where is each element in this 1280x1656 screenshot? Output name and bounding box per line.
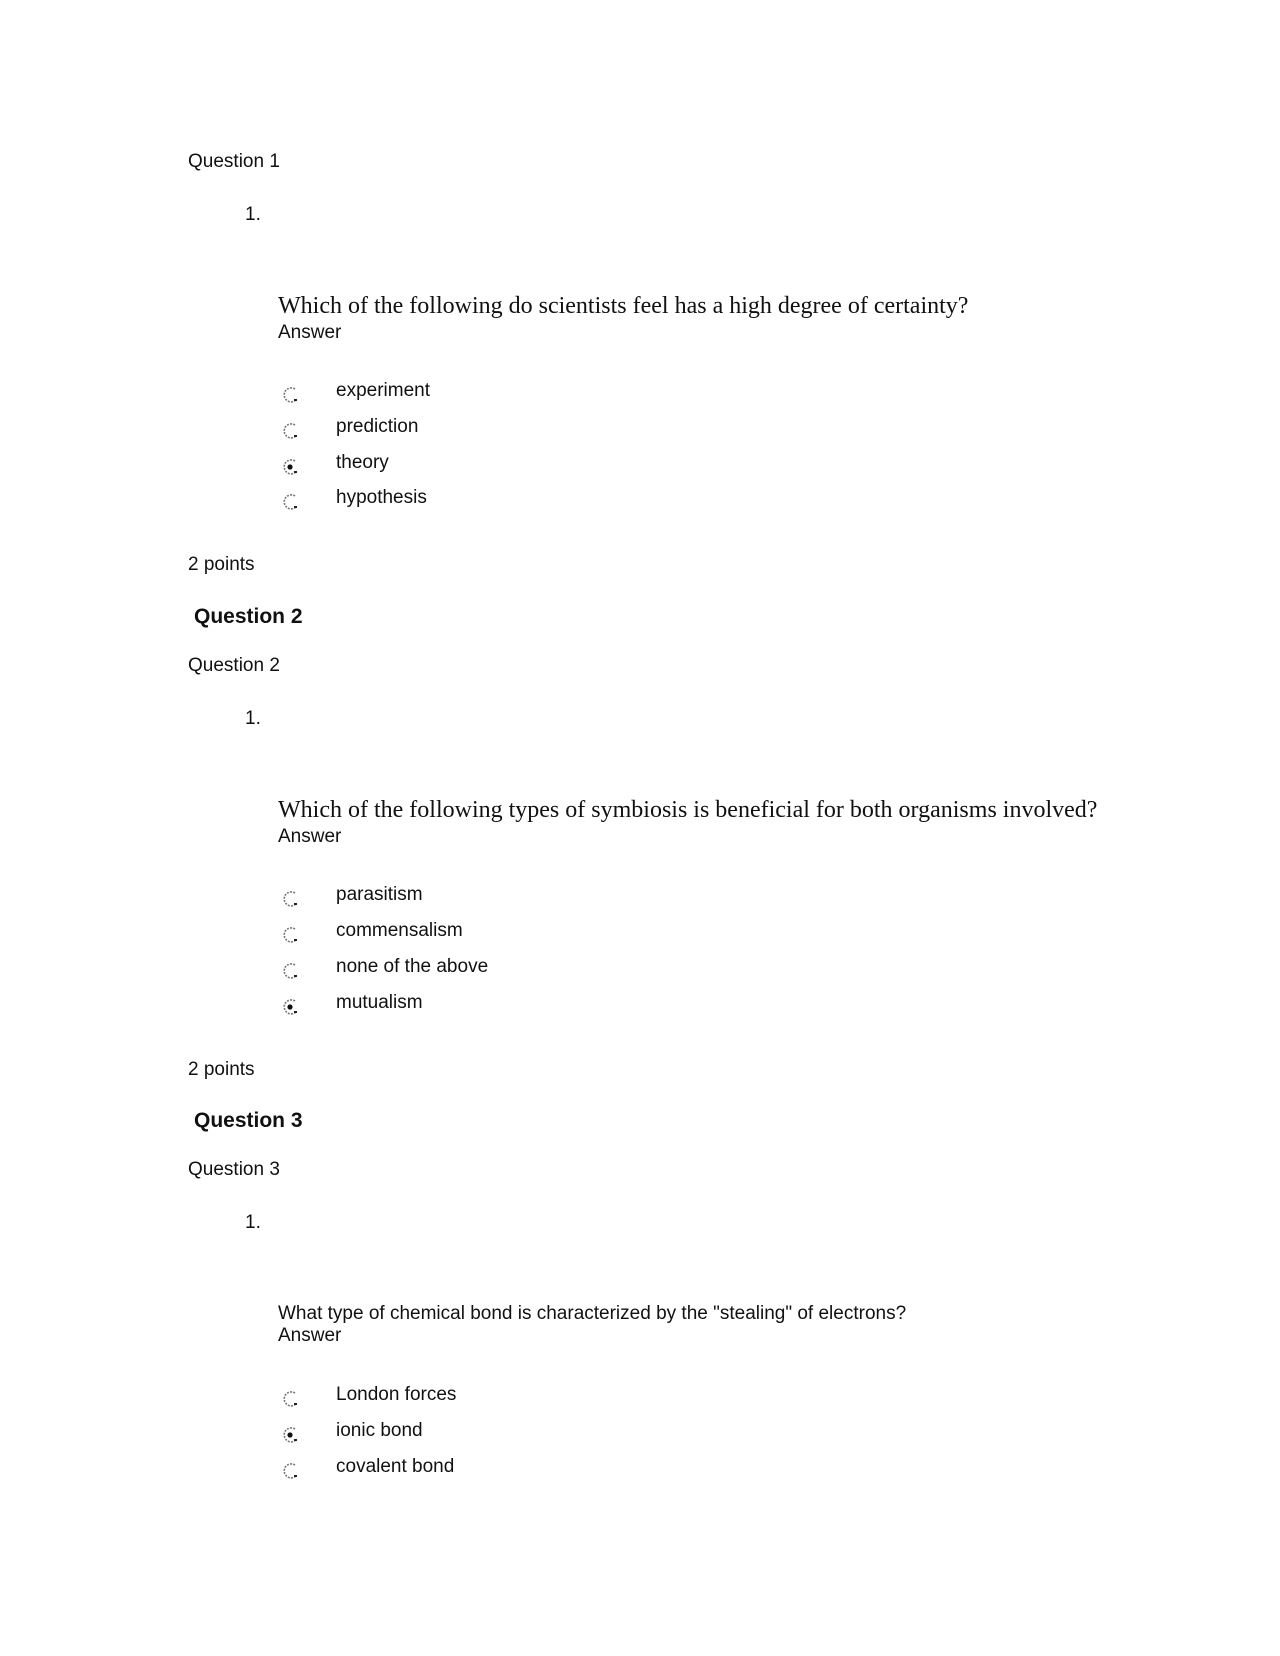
radio-prediction[interactable] [282,422,298,438]
radio-ionic-bond-selected[interactable] [282,1426,298,1442]
question-label: Question 1 [188,151,280,172]
answer-label: Answer [278,322,342,343]
question-number: 1. [245,708,261,729]
radio-theory-selected[interactable] [282,458,298,474]
question-text: Which of the following types of symbiosis is beneficial for both organisms involved? [278,797,1098,823]
question-number: 1. [245,1212,261,1233]
option-label: parasitism [336,884,423,905]
option-label: ionic bond [336,1420,423,1441]
question-text: Which of the following do scientists feel has a high degree of certainty? [278,293,969,319]
option-label: commensalism [336,920,463,941]
question-number: 1. [245,204,261,225]
radio-covalent-bond[interactable] [282,1462,298,1478]
option-label: experiment [336,380,430,401]
question-heading: Question 3 [194,1109,303,1132]
radio-hypothesis[interactable] [282,493,298,509]
option-label: prediction [336,416,419,437]
option-label: theory [336,452,389,473]
question-heading: Question 2 [194,605,303,628]
question-label: Question 3 [188,1159,280,1180]
points: 2 points [188,1059,255,1080]
option-label: none of the above [336,956,489,977]
points: 2 points [188,554,255,575]
option-label: hypothesis [336,487,427,508]
radio-mutualism-selected[interactable] [282,998,298,1014]
option-label: London forces [336,1384,457,1405]
radio-commensalism[interactable] [282,926,298,942]
option-label: covalent bond [336,1456,455,1477]
question-text: What type of chemical bond is characterized by the "stealing" of electrons? [278,1303,907,1324]
answer-label: Answer [278,826,342,847]
option-label: mutualism [336,992,423,1013]
question-label: Question 2 [188,655,280,676]
radio-london-forces[interactable] [282,1390,298,1406]
radio-experiment[interactable] [282,386,298,402]
answer-label: Answer [278,1325,342,1346]
radio-none-of-the-above[interactable] [282,962,298,978]
radio-parasitism[interactable] [282,890,298,906]
